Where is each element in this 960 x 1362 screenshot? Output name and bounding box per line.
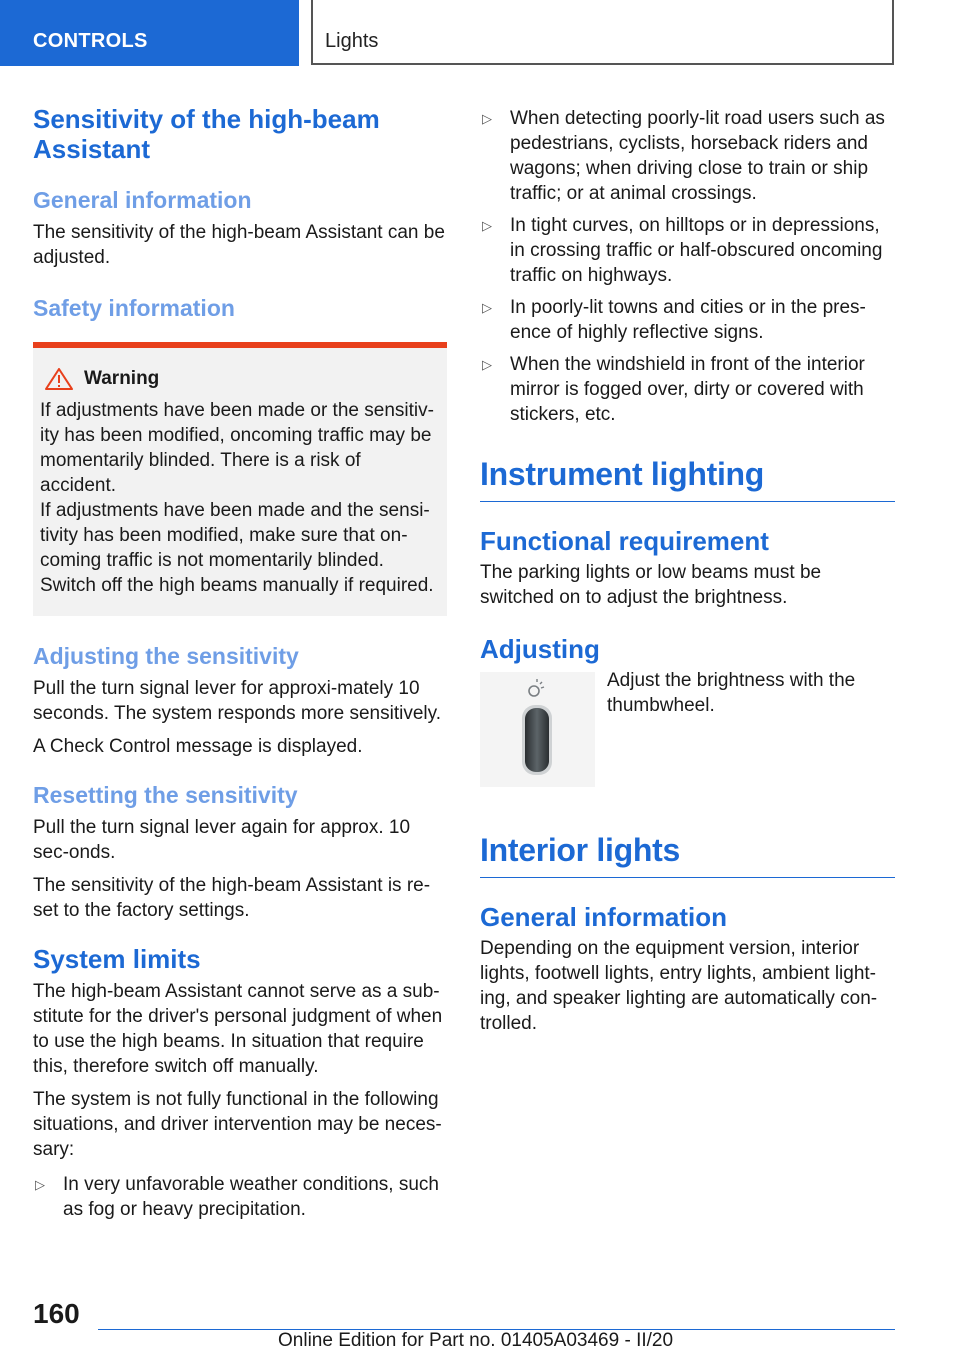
- page-number: 160: [33, 1298, 80, 1329]
- heading-adjusting: Adjusting: [480, 634, 600, 664]
- heading-functional-requirement: Functional requirement: [480, 526, 769, 556]
- heading-interior-general-information: General information: [480, 902, 728, 932]
- thumbwheel-icon: [480, 672, 595, 787]
- text-functional-requirement: The parking lights or low beams must be switched on to adjust the brightness.: [480, 562, 822, 608]
- bullet-triangle-icon: ▷: [35, 1177, 45, 1192]
- bullet-triangle-icon: ▷: [482, 357, 492, 372]
- section-label: CONTROLS: [33, 30, 148, 52]
- text-adjusting: Adjust the brightness with the thumbwheel.: [607, 670, 856, 716]
- list-item-text: When detecting poorly-lit road users such as pedestrians, cyclists, horseback riders and wagons; when driving close to train or ship traffic; or at animal crossings.: [510, 108, 885, 204]
- list-item: [480, 106, 895, 206]
- text-adjusting-2: A Check Control message is displayed.: [33, 736, 363, 757]
- bullet-triangle-icon: ▷: [482, 300, 492, 315]
- footer-edition: Online Edition for Part no. 01405A03469 - II/20: [278, 1330, 674, 1351]
- topic-label: Lights: [325, 30, 379, 52]
- left-column: [33, 100, 447, 1222]
- text-general-information: The sensitivity of the high-beam Assistant can be adjusted.: [33, 222, 445, 268]
- text-resetting-2: The sensitivity of the high-beam Assistant is re-set to the factory settings.: [33, 875, 431, 921]
- text-limits-2: The system is not fully functional in the following situations, and driver intervention may be neces-sary:: [33, 1089, 442, 1160]
- heading-system-limits: System limits: [33, 944, 201, 974]
- title-instrument-lighting: Instrument lighting: [480, 456, 765, 492]
- list-item: [33, 1172, 447, 1222]
- header-divider-left: [311, 0, 313, 64]
- text-adjusting-1: Pull the turn signal lever for approxi-mately 10 seconds. The system responds more sensitively.: [33, 678, 441, 724]
- section-tab: [0, 0, 299, 66]
- header-rule: [311, 63, 894, 65]
- list-item: [480, 295, 895, 345]
- warning-label: Warning: [84, 368, 160, 389]
- title-high-beam-sensitivity: Sensitivity of the high-beam Assistant: [33, 104, 380, 164]
- heading-adjusting-sensitivity: Adjusting the sensitivity: [33, 643, 299, 669]
- list-item-text: In poorly-lit towns and cities or in the pres-ence of highly reflective signs.: [510, 297, 866, 343]
- warning-text-2: If adjustments have been made and the sensi-tivity has been modified, make sure that on-coming traffic is not momentarily blinded. Switch off the high beams manually if required.: [40, 500, 434, 596]
- list-item: [480, 213, 895, 288]
- heading-safety-information: Safety information: [33, 295, 235, 321]
- text-limits-1: The high-beam Assistant cannot serve as a sub-stitute for the driver's personal judgment of when to use the high beams. In situation that require this, therefore switch off manually.: [33, 981, 443, 1077]
- title-rule: [480, 501, 895, 502]
- title-interior-lights: Interior lights: [480, 832, 680, 868]
- bullet-triangle-icon: ▷: [482, 218, 492, 233]
- text-resetting-1: Pull the turn signal lever again for approx. 10 sec-onds.: [33, 817, 411, 863]
- warning-header: [40, 368, 440, 390]
- header-divider-right: [892, 0, 894, 65]
- list-item: [480, 352, 895, 427]
- title-rule: [480, 877, 895, 878]
- list-item-text: In very unfavorable weather conditions, such as fog or heavy precipitation.: [63, 1174, 439, 1220]
- right-column: [480, 106, 895, 1036]
- list-item-text: In tight curves, on hilltops or in depressions, in crossing traffic or half-obscured oncoming traffic on highways.: [510, 215, 883, 286]
- adjusting-row: [480, 672, 895, 787]
- warning-triangle-icon: [44, 368, 74, 390]
- warning-text-1: If adjustments have been made or the sensitiv-ity has been modified, oncoming traffic may be momentarily blinded. There is a risk of accident.: [40, 400, 434, 496]
- list-item-text: When the windshield in front of the interior mirror is fogged over, dirty or covered with stickers, etc.: [510, 354, 865, 425]
- thumbwheel-image: [480, 672, 595, 787]
- page-header: [0, 0, 960, 66]
- text-interior-general-information: Depending on the equipment version, interior lights, footwell lights, entry lights, ambient light-ing, and speaker lighting are automatically con-trolled.: [480, 938, 878, 1034]
- heading-general-information: General information: [33, 187, 252, 213]
- bullet-triangle-icon: ▷: [482, 111, 492, 126]
- warning-box: [33, 342, 447, 616]
- heading-resetting-sensitivity: Resetting the sensitivity: [33, 782, 298, 808]
